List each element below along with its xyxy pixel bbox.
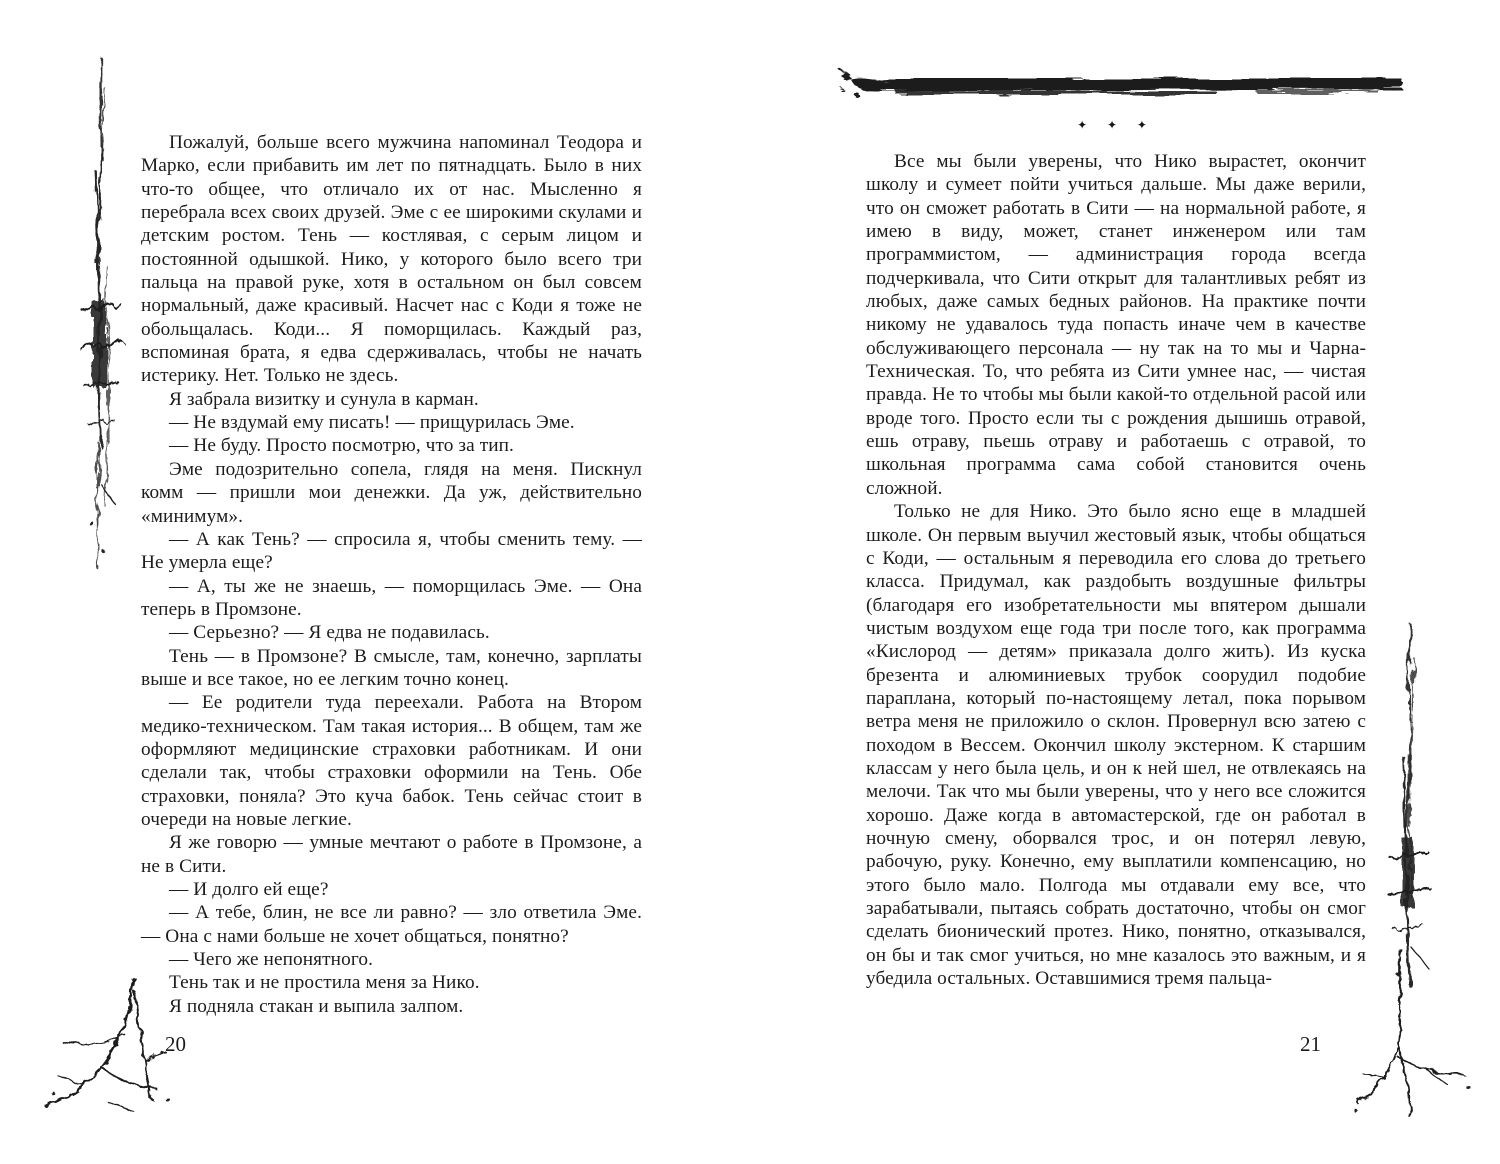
paragraph: — Не вздумай ему писать! — прищурилась Эме. [169, 412, 575, 434]
ink-header-bar [836, 66, 1414, 108]
paragraph: — Не буду. Просто посмотрю, что за тип. [169, 435, 514, 457]
paragraph: — А, ты же не знаешь, — поморщилась Эме. — Она теперь в Промзоне. [141, 575, 642, 620]
paragraph: Тень — в Промзоне? В смысле, там, конечно, зарплаты выше и все такое, но ее легким точно конец. [141, 645, 642, 690]
text-column-right [866, 150, 1366, 990]
paragraph: — Ее родители туда переехали. Работа на Втором медико-техническом. Там такая история... В общем, там же оформляют медицинские страховки работникам. И они сделали так, чтобы страховки оформили на Тень. Обе страховки, поняла? Это куча бабок. Тень сейчас стоит в очереди на новые легкие. [141, 692, 642, 830]
paragraph: Пожалуй, больше всего мужчина напоминал Теодора и Марко, если прибавить им лет по пятнадцать. Было в них что-то общее, что отличало их от нас. Мысленно я перебрала всех своих друзей. Эме с ее широкими скулами и детским ростом. Тень — костлявая, с серым лицом и постоянной одышкой. Нико, у которого было всего три пальца на правой руке, хотя в остальном он был совсем нормальный, даже красивый. Насчет нас с Коди я тоже не обольщалась. Коди... Я поморщилась. Каждый раз, вспоминая брата, я едва сдерживалась, чтобы не начать истерику. Нет. Только не здесь. [141, 132, 642, 387]
paragraph: Эме подозрительно сопела, глядя на меня. Пискнул комм — пришли мои денежки. Да уж, действительно «минимум». [141, 458, 642, 527]
text-column-left [141, 131, 642, 1018]
paragraph: Только не для Нико. Это было ясно еще в младшей школе. Он первым выучил жестовый язык, чтобы общаться с Коди, — остальным я переводила его слова до третьего класса. Придумал, как раздобыть воздушные фильтры (благодаря его изобретательности мы впятером дышали чистым воздухом еще года три после того, как программа «Кислород — детям» приказала долго жить). Из куска брезента и алюминиевых трубок соорудил подобие параплана, который по-настоящему летал, пока порывом ветра меня не приложило о склон. Провернул всю затею с походом в Вессем. Окончил школу экстерном. К старшим классам у него была цель, и он к ней шел, не отвлекаясь на мелочи. Так что мы были уверены, что у него все сложится хорошо. Даже когда в автомастерской, где он работал в ночную смену, оборвался трос, и он потерял левую, рабочую, руку. Конечно, ему выплатили компенсацию, но этого было мало. Полгода мы отдавали ему все, что зарабатывали, пытаясь собрать достаточно, чтобы он смог сделать бионический протез. Нико, понятно, отказывался, он бы и так смог учиться, но мне казалось это важным, и я убедила остальных. Оставшимися тремя пальца- [866, 501, 1366, 990]
page-number-right: 21 [1300, 1032, 1321, 1056]
paragraph: — И долго ей еще? [169, 879, 329, 900]
paragraph: Я подняла стакан и выпила залпом. [169, 995, 464, 1017]
paragraph: Я забрала визитку и сунула в карман. [169, 388, 479, 410]
ink-smudge-bottom-right [1348, 945, 1483, 1125]
ink-smudge-left-edge [68, 52, 132, 577]
ink-smudge-right-edge [1372, 618, 1450, 1003]
paragraph: — А тебе, блин, не все ли равно? — зло ответила Эме. — Она с нами больше не хочет общаться, понятно? [141, 902, 642, 947]
paragraph: Тень так и не простила меня за Нико. [169, 972, 480, 994]
paragraph: — Серьезно? — Я едва не подавилась. [169, 622, 490, 644]
page-number-left: 20 [165, 1032, 186, 1056]
paragraph: Все мы были уверены, что Нико вырастет, окончит школу и сумеет пойти учиться дальше. Мы даже верили, что он сможет работать в Сити — на нормальной работе, я имею в виду, может, станет инженером или там программистом, — администрация города всегда подчеркивала, что Сити открыт для талантливых ребят из любых, даже самых бедных районов. На практике почти никому не удавалось туда попасть иначе чем в качестве обслуживающего персонала — ну так на то мы и Чарна-Техническая. То, что ребята из Сити умнее нас, — чистая правда. Не то чтобы мы были какой-то отдельной расой или вроде того. Просто если ты с рождения дышишь отравой, ешь отраву, пьешь отраву и работаешь с отравой, то школьная программа сама собой становится очень сложной. [866, 151, 1366, 499]
stars-ornament-icon: ✦ ✦ ✦ [1077, 118, 1155, 132]
paragraph: Я же говорю — умные мечтают о работе в Промзоне, а не в Сити. [141, 832, 642, 877]
paragraph: — Чего же непонятного. [169, 949, 374, 971]
paragraph: — А как Тень? — спросила я, чтобы сменить тему. — Не умерла еще? [141, 528, 642, 574]
